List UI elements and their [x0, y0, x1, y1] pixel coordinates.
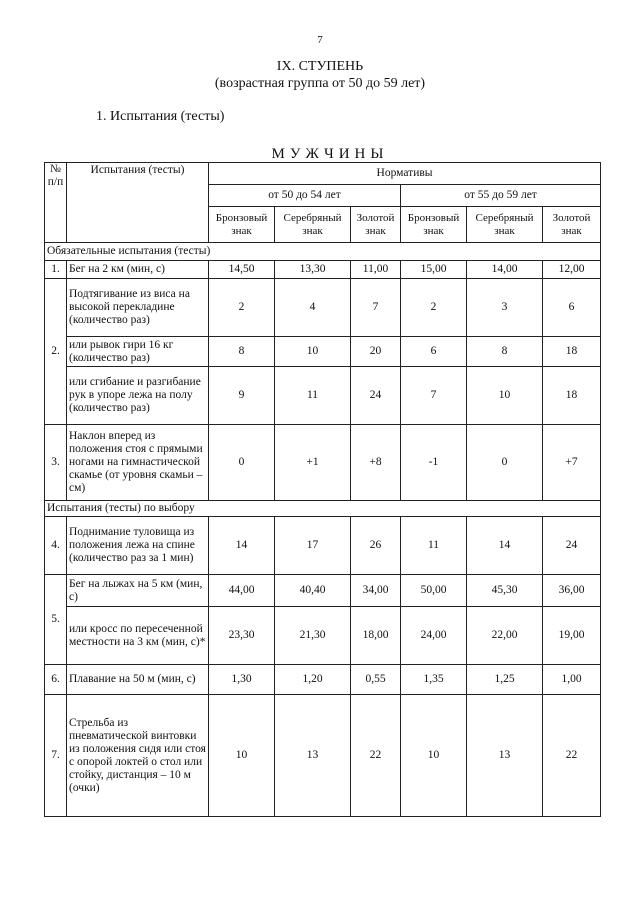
value-cell: 13,30: [275, 261, 351, 279]
test-name: Поднимание туловища из положения лежа на спине (количество раз за 1 мин): [67, 517, 209, 575]
value-cell: 7: [351, 279, 401, 337]
row-number: 1.: [45, 261, 67, 279]
stage-title: IX. СТУПЕНЬ: [276, 59, 364, 74]
header-age-range-55-59: от 55 до 59 лет: [401, 185, 601, 207]
value-cell: 8: [209, 337, 275, 367]
value-cell: 11: [275, 367, 351, 425]
header-gold-badge: Золотой знак: [351, 207, 401, 243]
value-cell: 2: [401, 279, 467, 337]
value-cell: 1,00: [543, 665, 601, 695]
value-cell: 4: [275, 279, 351, 337]
age-group-subtitle: (возрастная группа от 50 до 59 лет): [214, 76, 426, 91]
value-cell: 0: [467, 425, 543, 501]
value-cell: +1: [275, 425, 351, 501]
value-cell: 1,30: [209, 665, 275, 695]
table-row: [45, 575, 601, 607]
value-cell: 10: [467, 367, 543, 425]
test-name: Бег на лыжах на 5 км (мин, с): [67, 575, 209, 607]
value-cell: 20: [351, 337, 401, 367]
value-cell: 24,00: [401, 607, 467, 665]
header-bronze-badge: Бронзовый знак: [209, 207, 275, 243]
row-number: 7.: [45, 695, 67, 817]
table-row: [45, 695, 601, 817]
value-cell: 13: [467, 695, 543, 817]
value-cell: 44,00: [209, 575, 275, 607]
value-cell: 3: [467, 279, 543, 337]
value-cell: 40,40: [275, 575, 351, 607]
test-name: Плавание на 50 м (мин, с): [67, 665, 209, 695]
group-optional-tests: Испытания (тесты) по выбору: [45, 501, 601, 517]
value-cell: 23,30: [209, 607, 275, 665]
value-cell: 22: [351, 695, 401, 817]
value-cell: 6: [543, 279, 601, 337]
value-cell: 0,55: [351, 665, 401, 695]
test-name: Стрельба из пневматической винтовки из положения сидя или стоя с опорой локтей о стол или стойку, дистанция – 10 м (очки): [67, 695, 209, 817]
value-cell: 14,50: [209, 261, 275, 279]
value-cell: 11: [401, 517, 467, 575]
value-cell: 14: [467, 517, 543, 575]
value-cell: 0: [209, 425, 275, 501]
value-cell: 1,20: [275, 665, 351, 695]
value-cell: 22,00: [467, 607, 543, 665]
value-cell: 26: [351, 517, 401, 575]
test-name: или кросс по пересеченной местности на 3 км (мин, с)*: [67, 607, 209, 665]
value-cell: 1,25: [467, 665, 543, 695]
value-cell: 24: [543, 517, 601, 575]
value-cell: 12,00: [543, 261, 601, 279]
page-number: 7: [317, 34, 323, 46]
row-number: 5.: [45, 575, 67, 665]
test-name: Наклон вперед из положения стоя с прямыми ногами на гимнастической скамье (от уровня скамьи – см): [67, 425, 209, 501]
table-row: [45, 367, 601, 425]
header-silver-badge: Серебряный знак: [275, 207, 351, 243]
table-row: [45, 665, 601, 695]
gender-title: МУЖЧИНЫ: [271, 146, 389, 162]
value-cell: 18: [543, 337, 601, 367]
value-cell: 22: [543, 695, 601, 817]
header-bronze-badge: Бронзовый знак: [401, 207, 467, 243]
value-cell: 15,00: [401, 261, 467, 279]
norms-table: [44, 162, 601, 817]
group-required-tests: Обязательные испытания (тесты): [45, 243, 601, 261]
value-cell: 14: [209, 517, 275, 575]
value-cell: -1: [401, 425, 467, 501]
header-gold-badge: Золотой знак: [543, 207, 601, 243]
value-cell: 11,00: [351, 261, 401, 279]
section-title: 1. Испытания (тесты): [96, 109, 225, 124]
value-cell: 13: [275, 695, 351, 817]
value-cell: 36,00: [543, 575, 601, 607]
value-cell: +7: [543, 425, 601, 501]
value-cell: 10: [401, 695, 467, 817]
value-cell: 7: [401, 367, 467, 425]
row-number: 6.: [45, 665, 67, 695]
value-cell: +8: [351, 425, 401, 501]
header-norms: Нормативы: [209, 163, 601, 185]
table-row: [45, 279, 601, 337]
value-cell: 10: [275, 337, 351, 367]
value-cell: 18: [543, 367, 601, 425]
value-cell: 10: [209, 695, 275, 817]
value-cell: 19,00: [543, 607, 601, 665]
table-row: [45, 337, 601, 367]
value-cell: 24: [351, 367, 401, 425]
header-number: № п/п: [45, 163, 67, 243]
value-cell: 2: [209, 279, 275, 337]
row-number: 2.: [45, 279, 67, 425]
value-cell: 45,30: [467, 575, 543, 607]
test-name: или рывок гири 16 кг (количество раз): [67, 337, 209, 367]
value-cell: 21,30: [275, 607, 351, 665]
header-silver-badge: Серебряный знак: [467, 207, 543, 243]
value-cell: 8: [467, 337, 543, 367]
row-number: 3.: [45, 425, 67, 501]
value-cell: 1,35: [401, 665, 467, 695]
table-row: [45, 607, 601, 665]
value-cell: 34,00: [351, 575, 401, 607]
table-row: [45, 425, 601, 501]
value-cell: 6: [401, 337, 467, 367]
test-name: или сгибание и разгибание рук в упоре лежа на полу (количество раз): [67, 367, 209, 425]
value-cell: 14,00: [467, 261, 543, 279]
value-cell: 17: [275, 517, 351, 575]
header-age-range-50-54: от 50 до 54 лет: [209, 185, 401, 207]
value-cell: 9: [209, 367, 275, 425]
table-row: [45, 261, 601, 279]
value-cell: 18,00: [351, 607, 401, 665]
value-cell: 50,00: [401, 575, 467, 607]
test-name: Подтягивание из виса на высокой перекладине (количество раз): [67, 279, 209, 337]
row-number: 4.: [45, 517, 67, 575]
table-row: [45, 517, 601, 575]
test-name: Бег на 2 км (мин, с): [67, 261, 209, 279]
header-test: Испытания (тесты): [67, 163, 209, 243]
